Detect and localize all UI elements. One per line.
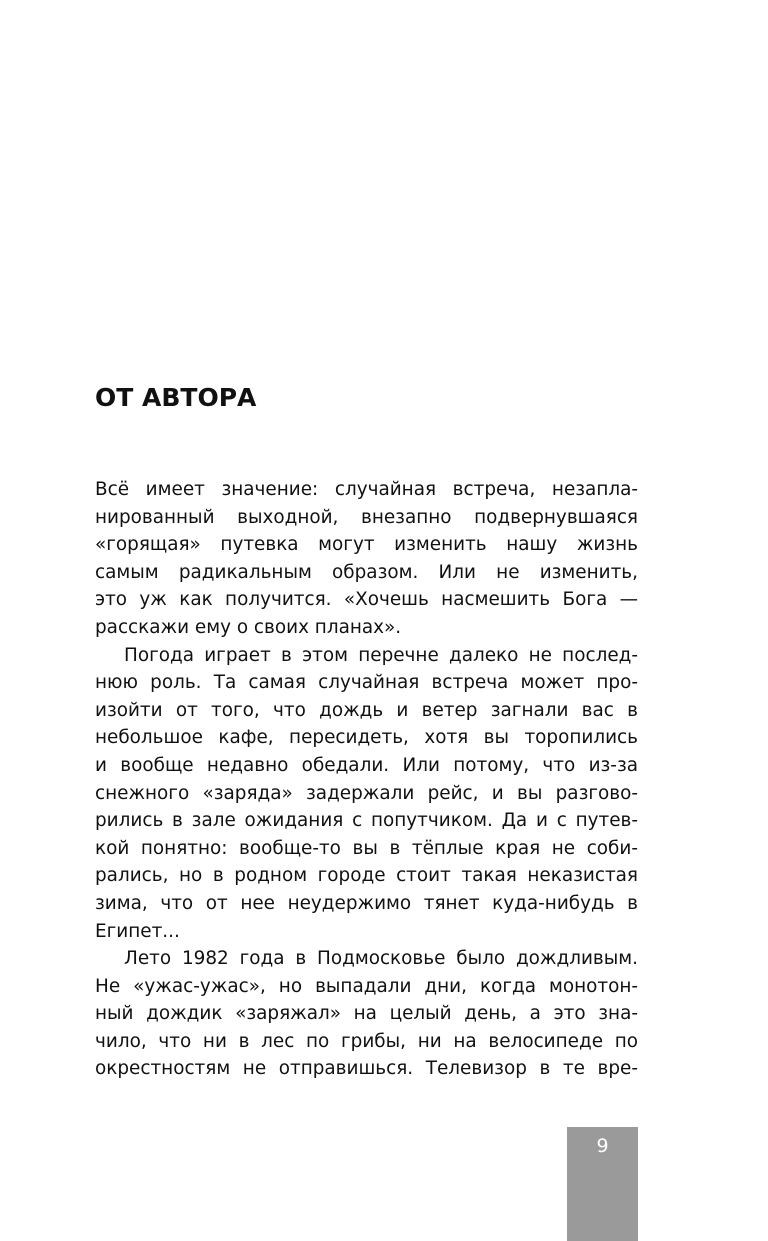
text-line: рались, но в родном городе стоит такая неказистая	[95, 865, 638, 887]
text-line: изойти от того, что дождь и ветер загнали вас в	[95, 699, 638, 721]
text-line: чило, что ни в лес по грибы, ни на велосипеде по	[95, 1030, 638, 1052]
text-line: ный дождик «заряжал» на целый день, а это зна-	[95, 1003, 638, 1025]
page-number: 9	[596, 1135, 609, 1157]
text-line: и вообще недавно обедали. Или потому, что из-за	[95, 754, 638, 776]
chapter-heading: ОТ АВТОРА	[95, 383, 257, 412]
body-text	[95, 476, 638, 1083]
text-line: Египет...	[95, 920, 180, 942]
text-line: Лето 1982 года в Подмосковье было дождливым.	[124, 948, 638, 970]
text-line: расскажи ему о своих планах».	[95, 616, 402, 638]
text-line: рились в зале ожидания с попутчиком. Да и с путев-	[95, 810, 638, 832]
text-line: кой понятно: вообще-то вы в тёплые края не соби-	[95, 837, 638, 859]
text-line: Не «ужас-ужас», но выпадали дни, когда монотон-	[95, 975, 638, 997]
text-line: нюю роль. Та самая случайная встреча может про-	[95, 672, 638, 694]
page-number-tab	[567, 1127, 638, 1241]
text-line: снежного «заряда» задержали рейс, и вы разгово-	[95, 782, 638, 804]
text-line: окрестностям не отправишься. Телевизор в те вре-	[95, 1058, 638, 1080]
text-line: нированный выходной, внезапно подвернувшаяся	[95, 506, 638, 528]
text-line: небольшое кафе, пересидеть, хотя вы торопились	[95, 727, 638, 749]
text-line: Погода играет в этом перечне далеко не послед-	[124, 644, 638, 666]
text-line: это уж как получится. «Хочешь насмешить Бога —	[95, 589, 638, 611]
text-line: зима, что от нее неудержимо тянет куда-нибудь в	[95, 892, 638, 914]
text-line: Всё имеет значение: случайная встреча, незапла-	[95, 479, 638, 500]
text-line: самым радикальным образом. Или не изменить,	[95, 561, 638, 583]
text-line: «горящая» путевка могут изменить нашу жизнь	[95, 534, 638, 556]
